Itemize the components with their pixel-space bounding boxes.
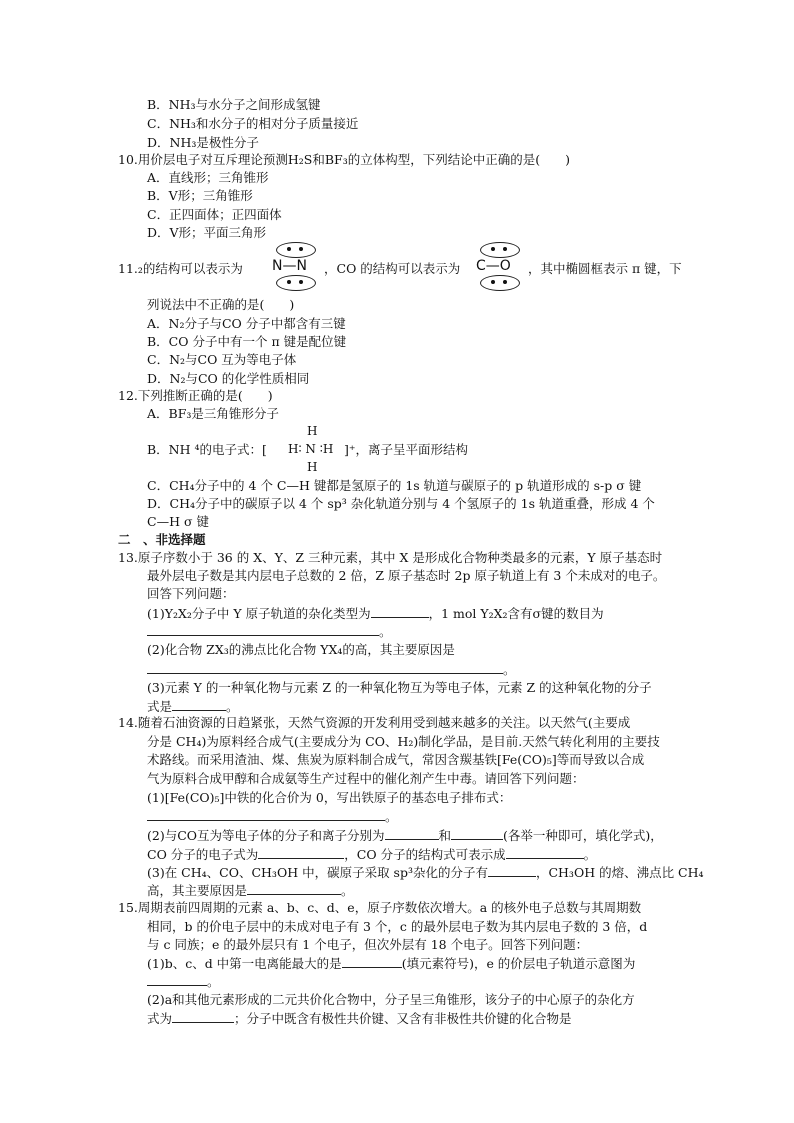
q14-part2: (2)与CO互为等电子体的分子和离子分别为 和 (各举一种即可，填化学式)，: [147, 828, 663, 843]
pi-bond-ellipse-icon: [480, 242, 520, 258]
answer-blank[interactable]: [451, 826, 503, 840]
q14-part1: (1)[Fe(CO)₅]中铁的化合价为 0，写出铁原子的基态电子排布式：: [147, 790, 512, 805]
q15-stem-line2: 相同，b 的价电子层中的未成对电子有 3 个，c 的最外层电子数为其内层电子数的 3 倍，d: [147, 919, 648, 934]
nh4-top-h: H: [307, 424, 318, 438]
answer-blank[interactable]: [385, 826, 439, 840]
q15-part1: (1)b、c、d 中第一电离能最大的是 (填元素符号)，e 的价层电子轨道示意图为: [147, 956, 636, 971]
q11-option-b: B．CO 分子中有一个 π 键是配位键: [147, 334, 347, 349]
q13-part1: (1)Y₂X₂分子中 Y 原子轨道的杂化类型为 ，1 mol Y₂X₂含有σ键的数目为: [147, 606, 604, 621]
q9-option-c: C．NH₃和水分子的相对分子质量接近: [147, 116, 359, 131]
q12-stem: 12.下列推断正确的是( ): [118, 388, 273, 403]
q10-option-a: A．直线形；三角锥形: [147, 170, 269, 185]
answer-blank[interactable]: [147, 660, 503, 674]
q10-option-b: B．V形；三角锥形: [147, 188, 253, 203]
section-heading: 二 、非选择题: [118, 532, 206, 547]
q13-part2: (2)化合物 ZX₃的沸点比化合物 YX₄的高，其主要原因是: [147, 642, 455, 657]
q10-option-d: D．V形；平面三角形: [147, 225, 267, 240]
q12-option-d-line2: C—H σ 键: [147, 514, 209, 529]
answer-blank[interactable]: [342, 954, 402, 968]
q11-option-a: A．N₂分子与CO 分子中都含有三键: [147, 316, 346, 331]
answer-blank[interactable]: [147, 807, 385, 821]
nh4-middle: H∶ N ∶H: [288, 442, 334, 456]
answer-blank[interactable]: [147, 972, 207, 986]
q11-option-d: D．N₂与CO 的化学性质相同: [147, 371, 310, 386]
n2-structure-diagram: [268, 242, 322, 292]
q14-part3: (3)在 CH₄、CO、CH₃OH 中，碳原子采取 sp³杂化的分子有 ，CH₃OH 的熔、沸点比 CH₄: [147, 865, 704, 880]
pi-bond-ellipse-icon: [276, 275, 316, 291]
q12-option-c: C．CH₄分子中的 4 个 C—H 键都是氢原子的 1s 轨道与碳原子的 p 轨道形成的 s-p σ 键: [147, 478, 642, 493]
q15-part1-answer: 。: [147, 972, 220, 990]
q11-stem-part2: ，CO 的结构可以表示为: [324, 261, 461, 276]
answer-blank[interactable]: [147, 622, 379, 636]
answer-blank[interactable]: [172, 1009, 234, 1023]
q13-stem-line3: 回答下列问题：: [147, 586, 235, 601]
q12-option-d-line1: D．CH₄分子中的碳原子以 4 个 sp³ 杂化轨道分别与 4 个氢原子的 1s 轨道重叠，形成 4 个: [147, 496, 655, 511]
q15-part2: (2)a和其他元素形成的二元共价化合物中，分子呈三角锥形，该分子的中心原子的杂化方: [147, 992, 635, 1007]
q14-stem-line4: 气为原料合成甲醇和合成氨等生产过程中的催化剂产生中毒。请回答下列问题：: [147, 771, 585, 786]
pi-bond-ellipse-icon: [276, 242, 316, 258]
q11-stem-part3: ，其中椭圆框表示 π 键，下: [528, 261, 682, 276]
q14-stem-line2: 分是 CH₄)为原料经合成气(主要成分为 CO、H₂)制化学品，是目前.天然气转化利用的主要技: [147, 734, 660, 749]
q11-stem-part1: 11.₂的结构可以表示为: [118, 261, 243, 276]
q14-part2-line2: CO 分子的电子式为 ，CO 分子的结构式可表示成 。: [147, 847, 597, 862]
answer-blank[interactable]: [258, 845, 344, 859]
q14-part1-answer: 。: [147, 807, 398, 825]
pi-bond-ellipse-icon: [480, 275, 520, 291]
q13-part3: (3)元素 Y 的一种氧化物与元素 Z 的一种氧化物互为等电子体，元素 Z 的这种氧化物的分子: [147, 680, 652, 695]
q10-option-c: C．正四面体；正四面体: [147, 207, 282, 222]
q12-option-b-part2: ]⁺，离子呈平面形结构: [344, 442, 468, 457]
q15-stem-line1: 15.周期表前四周期的元素 a、b、c、d、e，原子序数依次增大。a 的核外电子总数与其周期数: [118, 900, 642, 915]
q9-option-b: B．NH₃与水分子之间形成氢键: [147, 97, 321, 112]
answer-blank[interactable]: [488, 863, 536, 877]
q13-part2-answer: 。: [147, 660, 516, 678]
q11-option-c: C．N₂与CO 互为等电子体: [147, 352, 297, 367]
q13-stem-line1: 13.原子序数小于 36 的 X、Y、Z 三种元素，其中 X 是形成化合物种类最多的元素，Y 原子基态时: [118, 550, 663, 565]
q14-stem-line3: 术路线。而采用渣油、煤、焦炭为原料制合成气，常因含羰基铁[Fe(CO)₅]等而导致以合成: [147, 752, 645, 767]
answer-blank[interactable]: [247, 881, 341, 895]
q15-stem-line3: 与 c 同族；e 的最外层只有 1 个电子，但次外层有 18 个电子。回答下列问题：: [147, 937, 589, 952]
q13-part3-answer: 式是 。: [147, 699, 239, 714]
q12-option-b-part1: B．NH ⁴的电子式：[: [147, 442, 267, 457]
answer-blank[interactable]: [371, 604, 429, 618]
q13-part1-answer: 。: [147, 622, 392, 640]
q13-stem-line2: 最外层电子数是其内层电子总数的 2 倍，Z 原子基态时 2p 原子轨道上有 3 个未成对的电子。: [147, 568, 666, 583]
co-formula: C—O: [476, 258, 511, 274]
q15-part2-line2: 式为 ；分子中既含有极性共价键、又含有非极性共价键的化合物是: [147, 1011, 572, 1026]
nh4-bottom-h: H: [307, 460, 318, 474]
co-structure-diagram: [472, 242, 526, 292]
n2-formula: N—N: [272, 258, 307, 274]
answer-blank[interactable]: [506, 845, 584, 859]
q14-stem-line1: 14.随着石油资源的日趋紧张，天然气资源的开发利用受到越来越多的关注。以天然气(主要成: [118, 715, 631, 730]
q12-option-a: A．BF₃是三角锥形分子: [147, 406, 279, 421]
q14-part3-line2: 高，其主要原因是 。: [147, 883, 354, 898]
answer-blank[interactable]: [172, 697, 226, 711]
q11-stem-part4: 列说法中不正确的是( ): [147, 297, 295, 312]
q10-stem: 10.用价层电子对互斥理论预测H₂S和BF₃的立体构型，下列结论中正确的是( ): [118, 152, 570, 167]
q9-option-d: D．NH₃是极性分子: [147, 135, 259, 150]
